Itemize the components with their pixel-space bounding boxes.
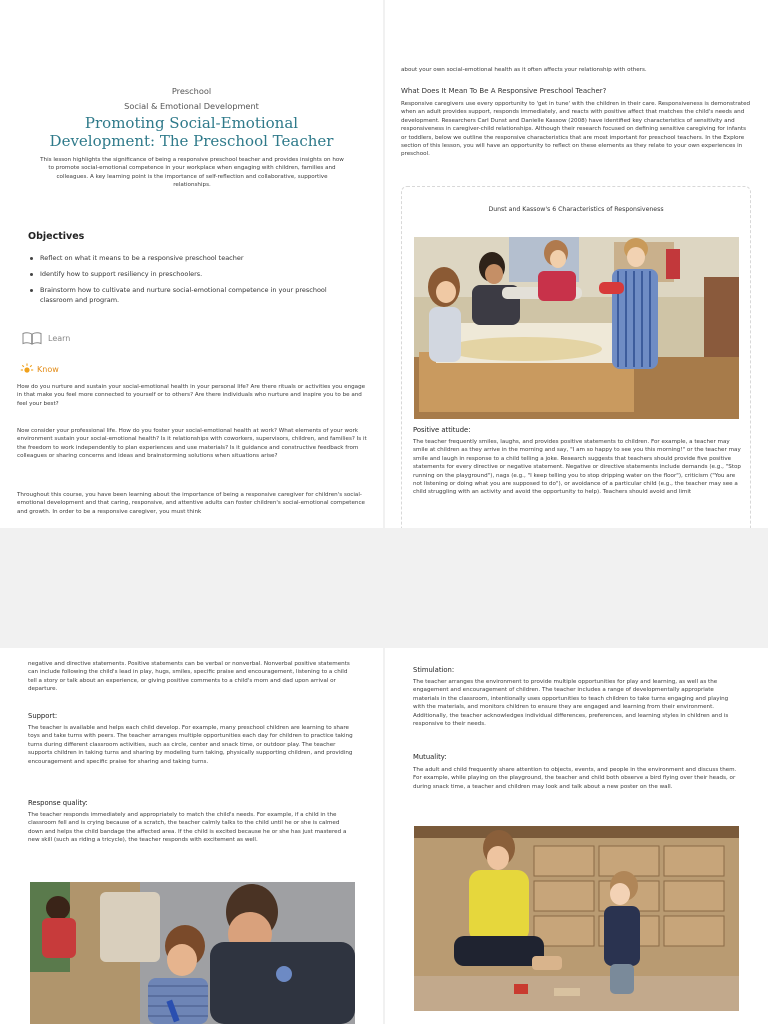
lesson-header bbox=[20, 86, 363, 150]
lesson-intro: This lesson highlights the significance of being a responsive preschool teacher and provides insights on how to promote social-emotional competence in your workplace when engaging with children, families and colleagues. A key learning point is the importance of self-reflection and collaborative, supportive relationships. bbox=[40, 157, 344, 189]
blocks-play-photo bbox=[414, 826, 739, 1011]
lesson-category: Preschool bbox=[171, 86, 212, 96]
lesson-title-line-1: Promoting Social-Emotional bbox=[84, 114, 299, 132]
know-paragraph: Throughout this course, you have been learning about the importance of being a responsive caregiver for children's social-emotional development and that caring, responsive, and attentive adults can foster children's social-emotional competence and growth. In order to be a responsive caregiver, you must think bbox=[17, 492, 365, 515]
response-quality-label: Response quality: bbox=[28, 799, 88, 807]
document-page-1 bbox=[0, 0, 383, 528]
teacher-helping-child-photo bbox=[30, 882, 355, 1024]
document-page-4 bbox=[385, 648, 768, 1024]
section-heading: What Does It Mean To Be A Responsive Preschool Teacher? bbox=[401, 87, 607, 95]
positive-attitude-label: Positive attitude: bbox=[413, 426, 471, 434]
document-page-3 bbox=[0, 648, 383, 1024]
stimulation-text: The teacher arranges the environment to provide multiple opportunities for play and learning, as well as the engagement and encouragement of children. The teacher includes a range of developmentally appropriate materials in the classroom, intentionally uses opportunities to teach children to take turns engaging and playing with the materials, and monitors children to ensure they are engaged and learning from their environment. Additionally, the teacher acknowledges individual differences, preferences, and learning styles in children and is responsive to their needs. bbox=[413, 679, 729, 727]
lesson-subcategory: Social & Emotional Development bbox=[124, 101, 259, 111]
book-icon bbox=[22, 332, 42, 345]
objectives-heading: Objectives bbox=[28, 231, 85, 242]
response-quality-text: The teacher responds immediately and appropriately to match the child's needs. For example, if a child in the classroom fell and is crying because of a scratch, the teacher calmly talks to the child until he or she is calmed down and helps the child bandage the affected area. If the child is excited because he or she has just mastered a new skill (such as riding a tricycle), the teacher responds with excitement as well. bbox=[28, 812, 347, 844]
support-text: The teacher is available and helps each child develop. For example, many preschool children are learning to share toys and take turns with peers. The teacher arranges multiple opportunities each day for children to practice taking turns during different classroom activities, such as circle, center and snack time, or outdoor play. The teacher supports children in taking turns and sharing by modeling turn taking, physically supporting children, and providing encouragement and specific praise for sharing and taking turns. bbox=[28, 725, 353, 765]
objectives-list bbox=[28, 253, 348, 311]
continued-text: negative and directive statements. Positive statements can be verbal or nonverbal. Nonverbal positive statements can include following the child's lead in play, hugs, smiles, specific praise and encouragement, listening to a child tell a story or talk about an experience, or giving positive comments to a child's mom and dad upon arrival or departure. bbox=[28, 661, 350, 693]
know-section bbox=[20, 363, 59, 376]
know-paragraph: Now consider your professional life. How do you foster your social-emotional health at work? What elements of your work environment sustain your social-emotional health? Is it relationships with coworkers, supervisors, children, and families? Is it the freedom to work independently to plan experiences and use materials? Is it guidance and constructive feedback from colleagues or sharing concerns and ideas and brainstorming solutions when situations arise? bbox=[17, 428, 367, 460]
characteristics-box-title: Dunst and Kassow's 6 Characteristics of Responsiveness bbox=[488, 206, 664, 213]
mutuality-label: Mutuality: bbox=[413, 753, 447, 761]
lesson-title-line-2: Development: The Preschool Teacher bbox=[49, 132, 334, 150]
classroom-sand-table-photo bbox=[414, 237, 739, 419]
stimulation-label: Stimulation: bbox=[413, 666, 455, 674]
learn-label: Learn bbox=[48, 333, 71, 343]
document-page-2 bbox=[385, 0, 768, 528]
section-paragraph: Responsive caregivers use every opportunity to 'get in tune' with the children in their care. Responsiveness is demonstrated when an adult provides support, responds immediately, and reacts with positive affect that matches the child's needs and development. Researchers Carl Dunst and Danielle Kassow (2008) have identified key characteristics of sensitivity and responsiveness in caregiver-child relationships. Although their research focused on defining sensitive caregiving for infants or toddlers, below we outline the responsive characteristics that are most important for preschool teachers. In the Explore section of this lesson, you will have an opportunity to reflect on these elements as they relate to your own experiences in preschool. bbox=[401, 101, 751, 158]
learn-section-link[interactable] bbox=[22, 331, 70, 345]
support-label: Support: bbox=[28, 712, 58, 720]
continued-text: about your own social-emotional health as it often affects your relationship with others. bbox=[401, 67, 647, 73]
know-label: Know bbox=[37, 365, 59, 374]
know-paragraph: How do you nurture and sustain your social-emotional health in your personal life? Are there rituals or activities you engage in that make you feel more connected to yourself or to others? Are there individuals who nurture and inspire you to be and feel your best? bbox=[17, 384, 366, 407]
mutuality-text: The adult and child frequently share attention to objects, events, and people in the environment and discuss them. For example, while playing on the playground, the teacher and child both observe a bird flying over their heads, or during snack time, a teacher and children may look and talk about a new poster on the wall. bbox=[413, 767, 737, 790]
objective-item: Reflect on what it means to be a responsive preschool teacher bbox=[28, 253, 348, 263]
positive-attitude-text: The teacher frequently smiles, laughs, and provides positive statements to children. For example, a teacher may smile at children as they arrive in the morning and say, "I am so happy to see you this morning!" or the teacher may smile and laugh in response to a child telling a joke. Research suggests that teachers should provide five positive statements for every directive or negative statement. Negative or directive statements include demands (e.g., "Stop running on the playground"), nags (e.g., "I keep telling you to stop dripping water on the floor"), criticism ("You are not listening or doing what you are supposed to do"), or avoidance of a particular child (e.g., the teacher may see a child struggling with an activity and avoid the opportunity to help). Teachers should avoid and limit bbox=[413, 439, 741, 496]
objective-item: Brainstorm how to cultivate and nurture social-emotional competence in your preschool classroom and program. bbox=[28, 285, 348, 305]
objective-item: Identify how to support resiliency in preschoolers. bbox=[28, 269, 348, 279]
sun-icon bbox=[20, 363, 34, 376]
